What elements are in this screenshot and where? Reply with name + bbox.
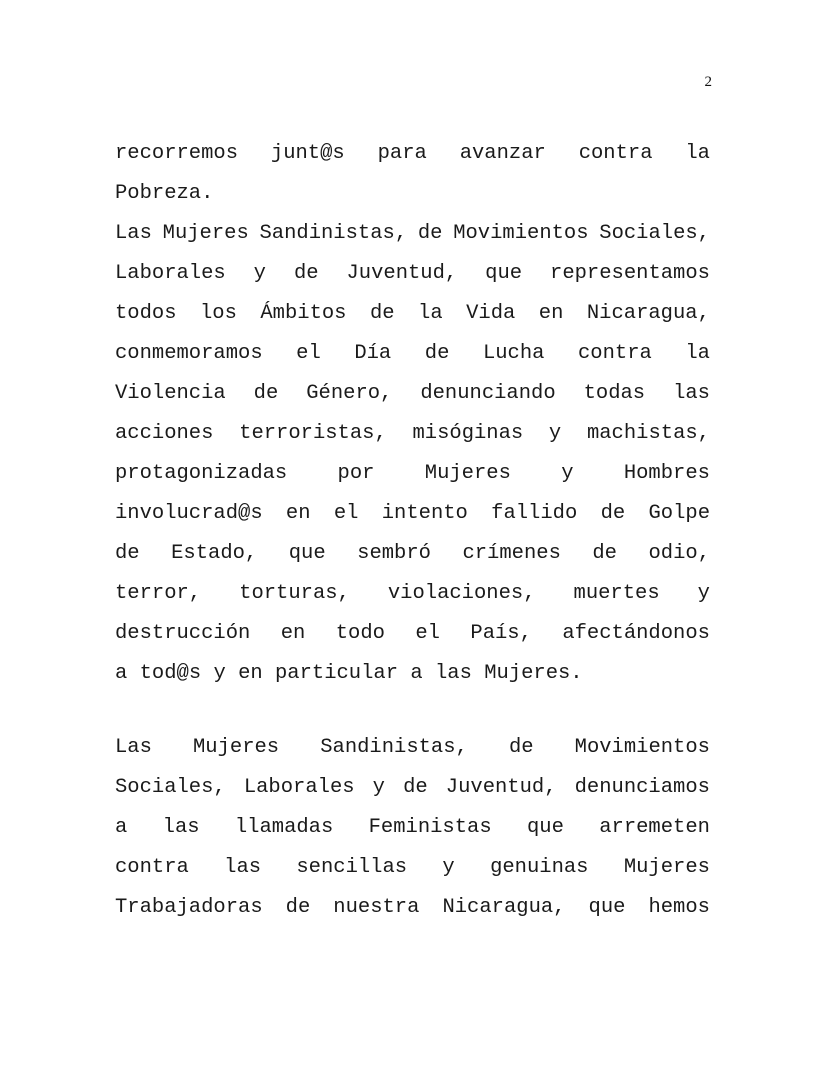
word: y bbox=[253, 262, 266, 285]
word: las bbox=[162, 816, 200, 839]
word: Laborales bbox=[115, 262, 226, 285]
word: y bbox=[697, 582, 710, 605]
word: Juventud, bbox=[445, 776, 557, 799]
word: Mujeres bbox=[193, 736, 280, 759]
word: Golpe bbox=[648, 502, 710, 525]
word: denunciamos bbox=[574, 776, 710, 799]
word: afectándonos bbox=[562, 622, 710, 645]
text-line bbox=[115, 134, 710, 174]
text-line bbox=[115, 614, 710, 654]
word: Estado, bbox=[171, 542, 258, 565]
word: Movimientos bbox=[574, 736, 710, 759]
word: que bbox=[485, 262, 523, 285]
word: junt@s bbox=[270, 142, 345, 165]
word: Trabajadoras bbox=[115, 896, 263, 919]
word: y bbox=[561, 462, 574, 485]
word: contra bbox=[578, 342, 652, 365]
word: Sociales, bbox=[599, 222, 710, 245]
word: y bbox=[548, 422, 562, 445]
word: crímenes bbox=[462, 542, 561, 565]
word: Nicaragua, bbox=[586, 302, 710, 325]
word: Laborales bbox=[243, 776, 355, 799]
word: que bbox=[526, 816, 564, 839]
word: todos bbox=[115, 302, 177, 325]
word: violaciones, bbox=[387, 582, 536, 605]
word: particular bbox=[275, 662, 399, 685]
word: de bbox=[417, 222, 443, 245]
word: contra bbox=[115, 856, 189, 879]
word: el bbox=[333, 502, 359, 525]
word: arremeten bbox=[599, 816, 710, 839]
word: acciones bbox=[115, 422, 214, 445]
word: Mujeres bbox=[623, 856, 710, 879]
word: de bbox=[285, 896, 311, 919]
word: y bbox=[372, 776, 385, 799]
word: Mujeres bbox=[424, 462, 511, 485]
word: tod@s bbox=[139, 662, 202, 685]
word: conmemoramos bbox=[115, 342, 263, 365]
word: Nicaragua, bbox=[442, 896, 566, 919]
word: contra bbox=[578, 142, 653, 165]
text-line bbox=[115, 654, 710, 694]
word: las bbox=[434, 662, 472, 685]
text-line bbox=[115, 414, 710, 454]
text-line bbox=[115, 808, 710, 848]
word: denunciando bbox=[420, 382, 556, 405]
word: Género, bbox=[306, 382, 393, 405]
word: los bbox=[199, 302, 237, 325]
word: Día bbox=[354, 342, 392, 365]
word: genuinas bbox=[490, 856, 589, 879]
word: intento bbox=[381, 502, 468, 525]
paragraph bbox=[115, 134, 710, 214]
word: Ámbitos bbox=[260, 302, 347, 325]
word: protagonizadas bbox=[115, 462, 288, 485]
text-line bbox=[115, 374, 710, 414]
word: muertes bbox=[573, 582, 660, 605]
word: Pobreza. bbox=[115, 182, 214, 205]
paragraph-gap bbox=[115, 694, 710, 728]
word: las bbox=[224, 856, 262, 879]
word: el bbox=[415, 622, 440, 645]
word: que bbox=[288, 542, 326, 565]
word: Sandinistas, bbox=[320, 736, 468, 759]
word: torturas, bbox=[239, 582, 350, 605]
word: y bbox=[213, 662, 226, 685]
word: la bbox=[418, 302, 443, 325]
word: involucrad@s bbox=[115, 502, 263, 525]
text-line bbox=[115, 728, 710, 768]
word: odio, bbox=[648, 542, 710, 565]
word: recorremos bbox=[115, 142, 239, 165]
word: representamos bbox=[550, 262, 710, 285]
word: terroristas, bbox=[239, 422, 387, 445]
text-line bbox=[115, 334, 710, 374]
word: de bbox=[403, 776, 428, 799]
text-line bbox=[115, 888, 710, 928]
word: llamadas bbox=[234, 816, 334, 839]
word: las bbox=[673, 382, 710, 405]
word: País, bbox=[470, 622, 532, 645]
word: todo bbox=[335, 622, 385, 645]
word: nuestra bbox=[333, 896, 420, 919]
word: en bbox=[238, 662, 263, 685]
text-line bbox=[115, 848, 710, 888]
word: a bbox=[115, 662, 128, 685]
word: Juventud, bbox=[346, 262, 458, 285]
word: y bbox=[442, 856, 455, 879]
word: que bbox=[588, 896, 626, 919]
word: de bbox=[600, 502, 626, 525]
paragraph bbox=[115, 728, 710, 928]
word: machistas, bbox=[586, 422, 710, 445]
word: Lucha bbox=[482, 342, 545, 365]
word: sencillas bbox=[296, 856, 408, 879]
text-line bbox=[115, 574, 710, 614]
text-line bbox=[115, 174, 710, 214]
word: Las bbox=[115, 736, 152, 759]
word: de bbox=[424, 342, 450, 365]
word: hemos bbox=[648, 896, 710, 919]
word: Mujeres bbox=[162, 222, 249, 245]
word: Vida bbox=[466, 302, 516, 325]
word: la bbox=[685, 342, 710, 365]
text-line bbox=[115, 214, 710, 254]
word: Sociales, bbox=[115, 776, 226, 799]
word: la bbox=[685, 142, 710, 165]
word: para bbox=[377, 142, 427, 165]
word: de bbox=[508, 736, 534, 759]
document-body bbox=[115, 134, 710, 928]
word: el bbox=[296, 342, 321, 365]
word: en bbox=[280, 622, 306, 645]
word: Movimientos bbox=[453, 222, 589, 245]
text-line bbox=[115, 454, 710, 494]
word: destrucción bbox=[115, 622, 251, 645]
word: en bbox=[285, 502, 311, 525]
word: misóginas bbox=[412, 422, 524, 445]
word: por bbox=[337, 462, 375, 485]
text-line bbox=[115, 254, 710, 294]
text-line bbox=[115, 534, 710, 574]
word: todas bbox=[583, 382, 646, 405]
word: a bbox=[410, 662, 423, 685]
word: Mujeres. bbox=[484, 662, 583, 685]
paragraph bbox=[115, 214, 710, 694]
text-line bbox=[115, 494, 710, 534]
word: de bbox=[293, 262, 319, 285]
word: terror, bbox=[115, 582, 202, 605]
word: Las bbox=[115, 222, 152, 245]
word: Sandinistas, bbox=[259, 222, 408, 245]
word: de bbox=[592, 542, 617, 565]
word: de bbox=[253, 382, 279, 405]
word: de bbox=[115, 542, 140, 565]
text-line bbox=[115, 294, 710, 334]
text-line bbox=[115, 768, 710, 808]
word: en bbox=[538, 302, 564, 325]
word: Hombres bbox=[623, 462, 710, 485]
word: sembró bbox=[357, 542, 431, 565]
word: avanzar bbox=[459, 142, 546, 165]
page-number: 2 bbox=[704, 74, 712, 90]
word: Feministas bbox=[368, 816, 492, 839]
word: Violencia bbox=[115, 382, 226, 405]
word: de bbox=[369, 302, 395, 325]
word: a bbox=[115, 816, 128, 839]
word: fallido bbox=[491, 502, 578, 525]
